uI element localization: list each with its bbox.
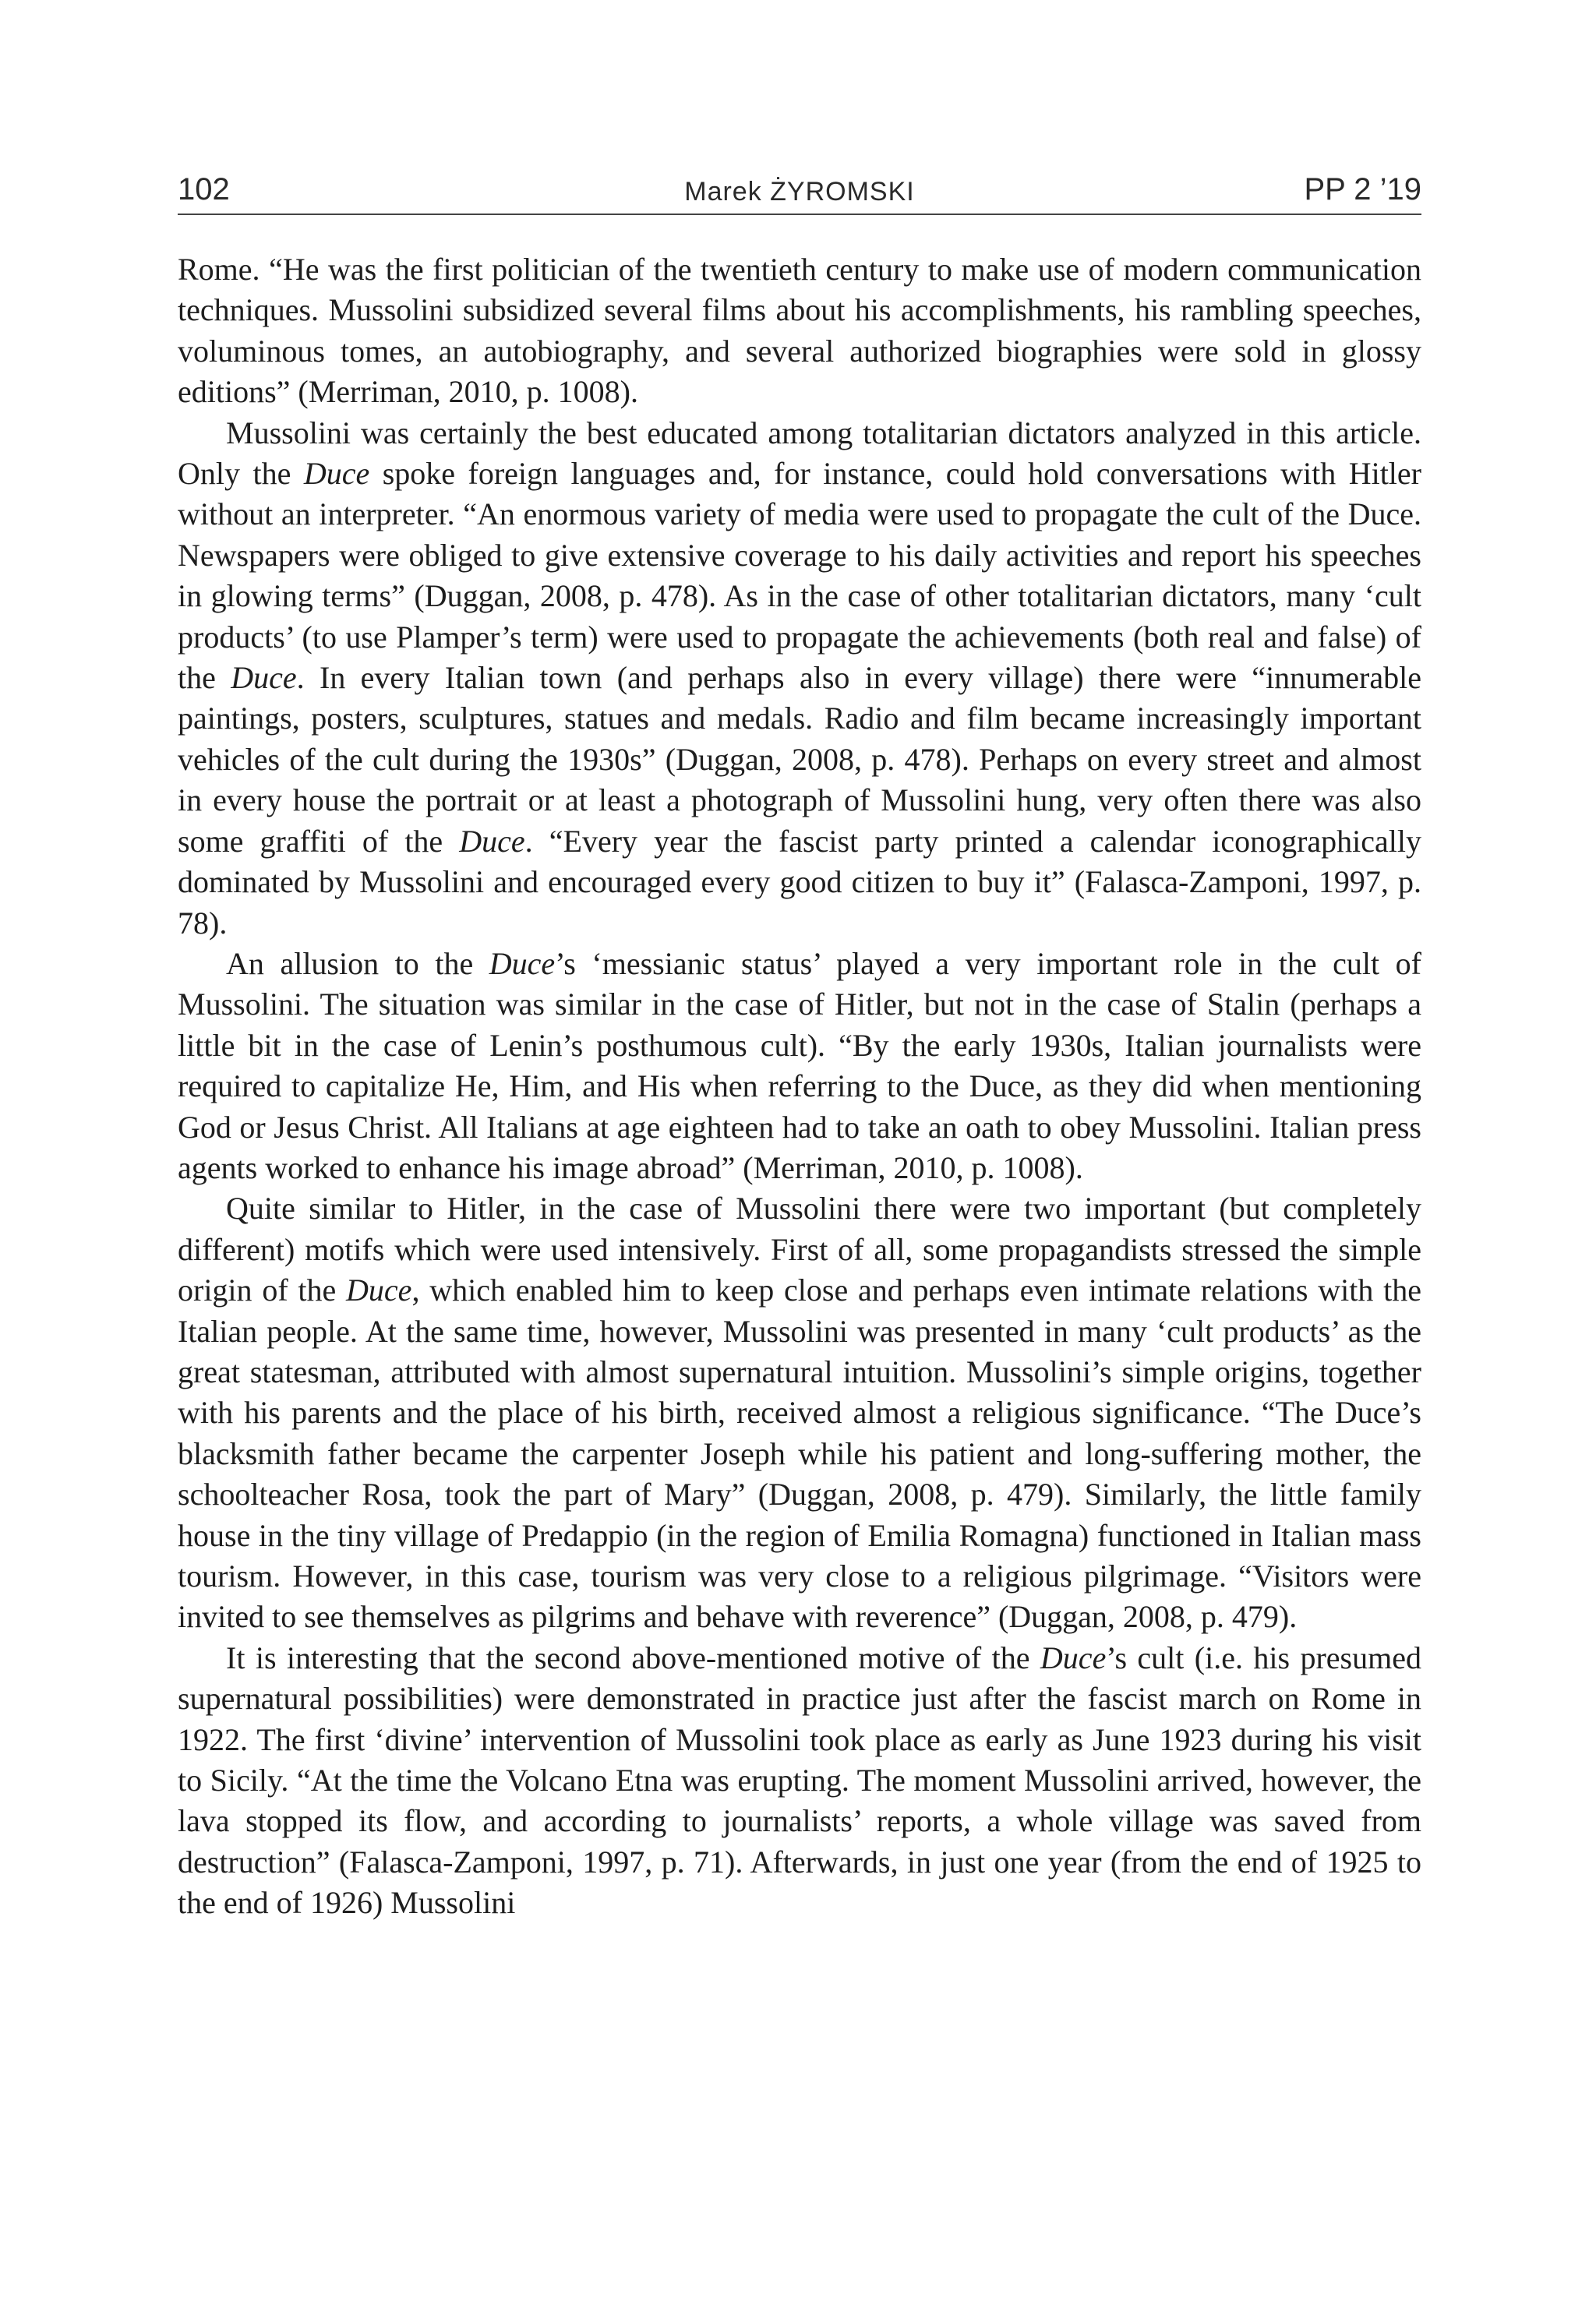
text-run: . “Every year the fascist party printed a calendar iconographically dominated by Mussolini and encouraged every good citizen to buy it” (Falasca-Zamponi, 1997, p. 78). — [178, 823, 1421, 941]
author-name: Marek ŻYROMSKI — [684, 177, 915, 206]
italic-term: Duce — [346, 1272, 412, 1308]
paragraph — [178, 1188, 1421, 1637]
paragraph — [178, 249, 1421, 413]
italic-term: Duce — [1040, 1640, 1107, 1675]
text-run: Rome. “He was the first politician of the twentieth century to make use of modern communication techniques. Mussolini subsidized several films about his accomplishments, his rambling speeches, voluminous tomes, an autobiography, and several authorized biographies were sold in glossy editions” (Merriman, 2010, p. 1008). — [178, 252, 1421, 410]
body-text — [178, 249, 1421, 1924]
paragraph — [178, 944, 1421, 1188]
text-run: An allusion to the — [226, 945, 489, 981]
italic-term: Duce — [231, 660, 297, 696]
text-run: Quite similar to Hitler, in the case of Mussolini there were two important (but completely different) motifs which were used intensively. First of all, some propagandists stressed the simple origin of the — [178, 1191, 1421, 1308]
italic-term: Duce — [303, 456, 370, 492]
text-run: Mussolini was certainly the best educated among totalitarian dictators analyzed in this article. Only the — [178, 415, 1421, 492]
paragraph — [178, 1638, 1421, 1924]
text-run: spoke foreign languages and, for instance, could hold conversations with Hitler without an interpreter. “An enormous variety of media were used to propagate the cult of the Duce. Newspapers were obliged to give extensive coverage to his daily activities and report his speeches in glowing terms” (Duggan, 2008, p. 478). As in the case of other totalitarian dictators, many ‘cult products’ (to use Plamper’s term) were used to propagate the achievements (both real and false) of the — [178, 456, 1421, 696]
journal-issue: PP 2 ’19 — [1304, 172, 1421, 206]
text-run: ’s cult (i.e. his presumed supernatural possibilities) were demonstrated in practice just after the fascist march on Rome in 1922. The first ‘divine’ intervention of Mussolini took place as early as June 1923 during his visit to Sicily. “At the time the Volcano Etna was erupting. The moment Mussolini arrived, however, the lava stopped its flow, and according to journalists’ reports, a whole village was saved from destruction” (Falasca-Zamponi, 1997, p. 71). Afterwards, in just one year (from the end of 1925 to the end of 1926) Mussolini — [178, 1640, 1421, 1921]
text-run: , which enabled him to keep close and perhaps even intimate relations with the Italian people. At the same time, however, Mussolini was presented in many ‘cult products’ as the great statesman, attributed with almost supernatural intuition. Mussolini’s simple origins, together with his parents and the place of his birth, received almost a religious significance. “The Duce’s blacksmith father became the carpenter Joseph while his patient and long-suffering mother, the schoolteacher Rosa, took the part of Mary” (Duggan, 2008, p. 479). Similarly, the little family house in the tiny village of Predappio (in the region of Emilia Romagna) functioned in Italian mass tourism. However, in this case, tourism was very close to a religious pilgrimage. “Visitors were invited to see themselves as pilgrims and behave with reverence” (Duggan, 2008, p. 479). — [178, 1272, 1421, 1635]
text-run: It is interesting that the second above-mentioned motive of the — [226, 1640, 1040, 1675]
text-run: . In every Italian town (and perhaps also in every village) there were “innumerable paintings, posters, sculptures, statues and medals. Radio and film became increasingly important vehicles of the cult during the 1930s” (Duggan, 2008, p. 478). Perhaps on every street and almost in every house the portrait or at least a photograph of Mussolini hung, very often there was also some graffiti of the — [178, 660, 1421, 859]
page-number: 102 — [178, 172, 230, 206]
italic-term: Duce — [489, 945, 556, 981]
paragraph — [178, 413, 1421, 944]
running-header — [178, 167, 1421, 215]
italic-term: Duce — [459, 823, 525, 859]
text-run: ’s ‘messianic status’ played a very important role in the cult of Mussolini. The situation was similar in the case of Hitler, but not in the case of Stalin (perhaps a little bit in the case of Lenin’s posthumous cult). “By the early 1930s, Italian journalists were required to capitalize He, Him, and His when referring to the Duce, as they did when mentioning God or Jesus Christ. All Italians at age eighteen had to take an oath to obey Mussolini. Italian press agents worked to enhance his image abroad” (Merriman, 2010, p. 1008). — [178, 945, 1421, 1185]
